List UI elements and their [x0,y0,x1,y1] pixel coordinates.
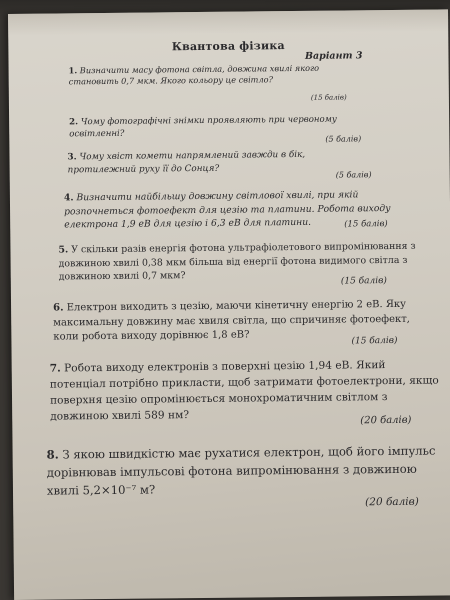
question-7-points: (20 балів) [360,414,412,427]
question-3-points: (5 балів) [335,170,372,180]
top-fold-shadow [8,9,448,36]
question-8 [47,441,448,499]
sheet-content [8,9,450,600]
question-8-points: (20 балів) [365,495,419,509]
question-text: Чому хвіст комети напрямлений завжди в бік, протилежний руху її до Сонця? [67,149,306,176]
question-1-points: (15 балів) [310,93,347,102]
question-text: Визначити масу фотона світла, довжина хвилі якого становить 0,7 мкм. Якого кольору це світло? [68,62,320,87]
question-text: Чому фотографічні знімки проявляють при червоному освітленні? [69,114,337,140]
question-text: Робота виходу електронів з поверхні цезію 1,94 еВ. Який потенціал потрібно прикласти, щоб затримати фотоелектрони, якщо поверхня цезію опромінюється монохроматичним світлом з довжиною хвилі 589 нм? [49,359,439,423]
question-number: 8. [46,447,59,462]
question-1 [69,62,369,87]
question-5-points: (15 балів) [340,276,387,287]
question-text: З якою швидкістю має рухатися електрон, щоб його імпульс дорівнював імпульсові фотона випромінювання з довжиною хвилі 5,2×10⁻⁷ м? [46,443,436,498]
question-number: 4. [63,192,74,204]
exam-sheet [8,9,450,600]
question-number: 1. [68,65,78,76]
page-title: Квантова фізика [171,39,285,54]
question-number: 3. [67,152,77,163]
question-text: Електрон виходить з цезію, маючи кінетичну енергію 2 еВ. Яку максимальну довжину має хвиля світла, що спричиняє фотоефект, коли робота виходу дорівнює 1,8 еВ? [53,298,411,343]
question-2-points: (5 балів) [325,134,362,144]
question-text: Визначити найбільшу довжину світлової хвилі, при якій розпочнеться фотоефект для цезію та платини. Робота виходу електрона 1,9 еВ для цезію і 6,3 еВ для платини. [64,189,391,231]
question-number: 2. [69,117,79,128]
variant-label: Варіант 3 [304,50,363,62]
question-number: 7. [49,362,61,375]
question-4-points: (15 балів) [344,219,388,230]
question-text: У скільки разів енергія фотона ультрафіолетового випромінювання з довжиною хвилі 0,38 мкм більша від енергії фотона видимого світла з довжиною хвилі 0,7 мкм? [58,240,416,283]
question-6-points: (15 балів) [351,335,398,347]
question-number: 6. [53,302,64,314]
question-number: 5. [58,244,69,256]
question-3 [67,148,357,177]
